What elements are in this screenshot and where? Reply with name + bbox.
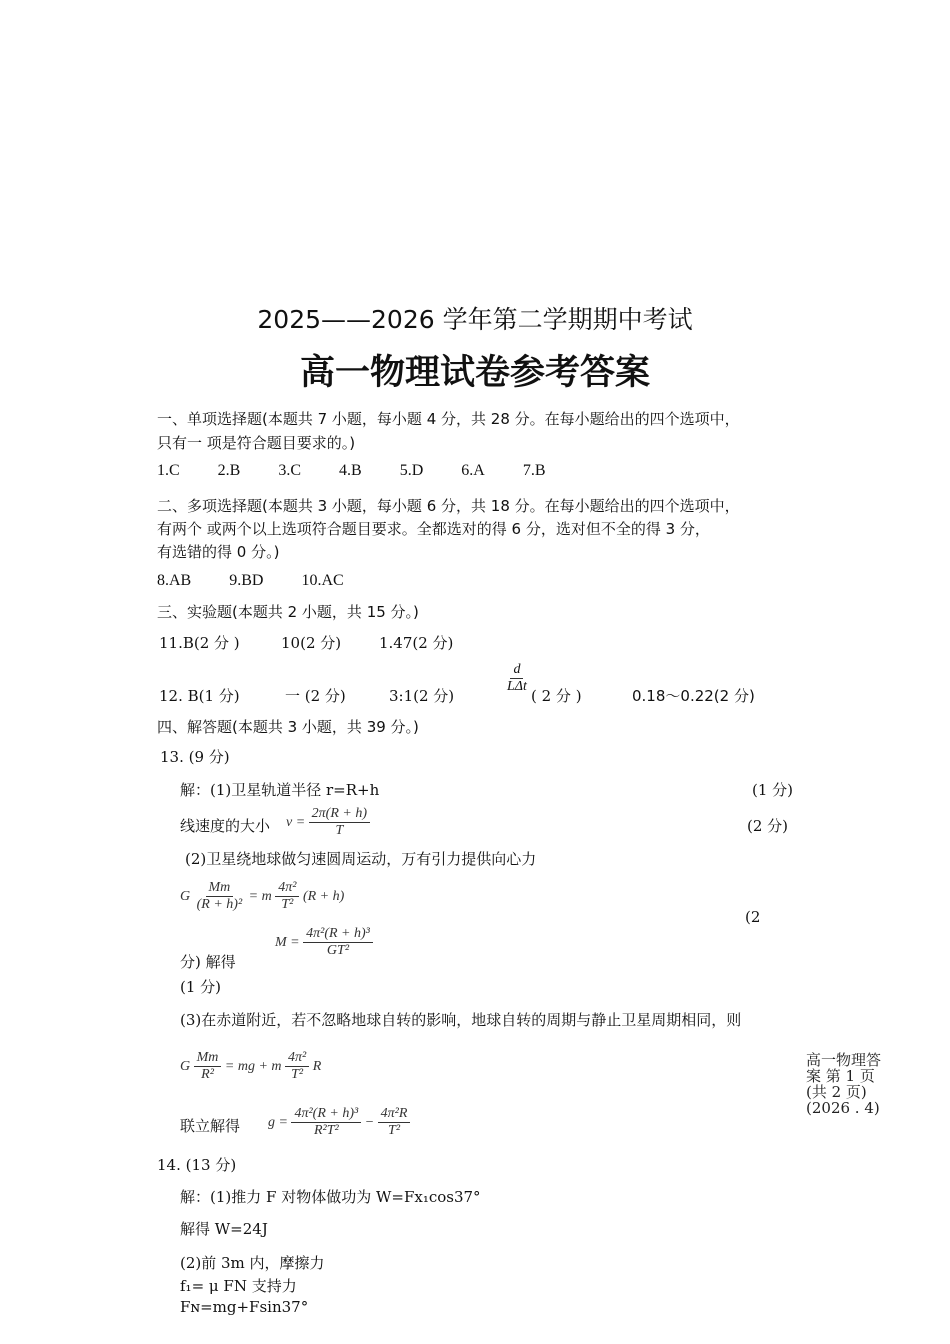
velocity-num: 2π(R + h) (309, 806, 370, 823)
answer-key-title: 高一物理试卷参考答案 (299, 353, 650, 393)
page-note-line1: 高一物理答 (806, 1051, 882, 1069)
q12-frac-num: d (510, 662, 523, 679)
eq4-num: 4π²(R + h)³ (291, 1106, 361, 1123)
q13-equator-equation (180, 1050, 321, 1083)
page-note-line2: 案 第 1 页 (806, 1067, 875, 1085)
section2-heading-line3: 有选错的得 0 分。) (157, 543, 280, 561)
q13-velocity-equation (286, 806, 370, 839)
q13-g-equation (268, 1106, 410, 1139)
q12-fraction (504, 662, 530, 695)
q14-title: 14. (13 分) (157, 1156, 237, 1174)
q13-step3: (2)卫星绕地球做匀速圆周运动，万有引力提供向心力 (185, 850, 537, 868)
q14-step3: (2)前 3m 内，摩擦力 (180, 1254, 325, 1272)
answer-5: 5.D (399, 462, 424, 479)
q11-answer-c: 1.47(2 分) (379, 634, 454, 652)
velocity-den: T (335, 823, 344, 839)
q13-step2-score: (2 分) (747, 817, 789, 835)
q13-eq1-score: (2 (745, 908, 761, 926)
answer-3: 3.C (278, 462, 302, 479)
eq3-tail: R (312, 1058, 322, 1074)
q11-answer-b: 10(2 分) (281, 634, 342, 652)
answer-4: 4.B (339, 462, 362, 479)
exam-title: 2025——2026 学年第二学期期中考试 (257, 305, 693, 334)
q12-frac-den: LΔt (507, 679, 527, 695)
answer-1: 1.C (157, 462, 180, 479)
q13-step1-score: (1 分) (752, 781, 794, 799)
section2-heading-line1: 二、多项选择题(本题共 3 小题，每小题 6 分，共 18 分。在每小题给出的四个选项中， (157, 497, 740, 515)
q13-eq2-score: (1 分) (180, 978, 222, 996)
q14-step1: 解：(1)推力 F 对物体做功为 W=Fx₁cos37° (180, 1188, 481, 1206)
section2-answers (157, 572, 382, 590)
answer-2: 2.B (217, 462, 241, 479)
section3-heading: 三、实验题(本题共 2 小题，共 15 分。) (157, 603, 419, 621)
section4-heading: 四、解答题(本题共 3 小题，共 39 分。) (157, 718, 419, 736)
eq2-lhs: M = (275, 934, 300, 950)
eq3-num2: 4π² (285, 1050, 309, 1067)
q14-step2: 解得 W=24J (180, 1220, 268, 1238)
eq1-num: Mm (206, 880, 234, 897)
eq4-minus: − (364, 1114, 375, 1130)
page-note-line4: (2026 . 4) (806, 1099, 880, 1117)
q13-mass-equation (275, 926, 373, 959)
eq1-mid: = m (248, 888, 272, 904)
eq4-den: R²T² (313, 1123, 339, 1139)
q12-frac-score: ( 2 分 ) (531, 687, 582, 705)
answer-8: 8.AB (157, 572, 192, 589)
q12-answer-a: 12. B(1 分) (159, 687, 240, 705)
eq1-G: G (180, 888, 191, 904)
q13-step2-label: 线速度的大小 (180, 817, 271, 835)
eq3-G: G (180, 1058, 191, 1074)
answer-7: 7.B (522, 462, 546, 479)
eq4-den2: T² (388, 1123, 401, 1139)
eq1-num2: 4π² (275, 880, 299, 897)
q13-title: 13. (9 分) (160, 748, 230, 766)
eq3-den: R² (201, 1067, 214, 1083)
q13-step4: (3)在赤道附近，若不忽略地球自转的影响，地球自转的周期与静止卫星周期相同，则 (180, 1011, 742, 1029)
velocity-lhs: v = (286, 814, 306, 830)
q12-answer-c: 3:1(2 分) (389, 687, 455, 705)
q11-answer-a: 11.B(2 分 ) (159, 634, 240, 652)
q13-step1: 解：(1)卫星轨道半径 r=R+h (180, 781, 380, 799)
q14-step5: Fɴ=mg+Fsin37° (180, 1298, 309, 1316)
q14-step4: f₁= μ FN 支持力 (180, 1277, 297, 1295)
eq3-den2: T² (291, 1067, 304, 1083)
page-note-line3: (共 2 页) (806, 1083, 867, 1101)
q13-gravity-equation (180, 880, 344, 913)
eq1-tail: (R + h) (302, 888, 345, 904)
eq2-den: GT² (326, 943, 350, 959)
answer-10: 10.AC (301, 572, 344, 589)
q12-answer-b: 一 (2 分) (285, 687, 346, 705)
eq3-mid: = mg + m (224, 1058, 282, 1074)
eq2-num: 4π²(R + h)³ (303, 926, 373, 943)
eq4-lhs: g = (268, 1114, 288, 1130)
eq1-den2: T² (281, 897, 294, 913)
section1-heading-line2: 只有一 项是符合题目要求的。) (157, 434, 356, 452)
q13-eq2-prefix: 分) 解得 (180, 953, 236, 971)
q13-eq4-label: 联立解得 (180, 1117, 241, 1135)
answer-6: 6.A (461, 462, 485, 479)
answer-9: 9.BD (229, 572, 264, 589)
section2-heading-line2: 有两个 或两个以上选项符合题目要求。全都选对的得 6 分，选对但不全的得 3 分， (157, 520, 710, 538)
eq4-num2: 4π²R (378, 1106, 411, 1123)
section1-heading-line1: 一、单项选择题(本题共 7 小题，每小题 4 分，共 28 分。在每小题给出的四个选项中， (157, 410, 740, 428)
eq3-num: Mm (194, 1050, 222, 1067)
q12-answer-e: 0.18～0.22(2 分) (632, 687, 755, 705)
eq1-den: (R + h)² (196, 897, 243, 913)
section1-answers (157, 462, 583, 480)
